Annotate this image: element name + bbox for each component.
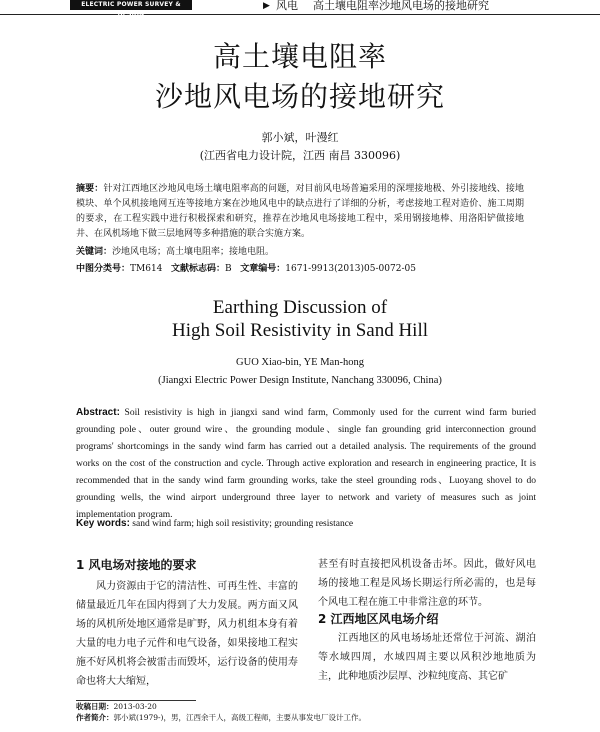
- author-bio-label: 作者简介：: [76, 713, 114, 722]
- abstract-cn: [76, 182, 524, 242]
- triangle-marker-icon: ▶: [263, 1, 270, 11]
- doc-code-label: 文献标志码：: [171, 264, 226, 274]
- footnote-divider: [76, 700, 196, 701]
- abstract-cn-label: 摘要：: [76, 184, 104, 194]
- article-id-label: 文章编号：: [240, 264, 286, 274]
- title-en-line2: High Soil Resistivity in Sand Hill: [172, 320, 428, 341]
- footnote-author: [76, 713, 536, 723]
- clc-label: 中图分类号：: [76, 264, 131, 274]
- section1-heading: 1 风电场对接地的要求: [76, 558, 197, 572]
- abstract-en-label: Abstract:: [76, 407, 120, 418]
- clc-value: TM614: [130, 264, 163, 274]
- section2-paragraph: 江西地区的风电场场址还常位于河流、湖泊等水域四周，水域四周主要以风积沙地地质为主，此种地质沙层厚、沙粒纯度高、其它矿: [318, 633, 536, 682]
- doc-code-value: B: [225, 264, 232, 274]
- running-article-title: 高土壤电阻率沙地风电场的接地研究: [313, 0, 489, 12]
- received-label: 收稿日期：: [76, 702, 114, 711]
- journal-name: ELECTRIC POWER SURVEY & DESIGN: [70, 0, 192, 10]
- abstract-en: [76, 404, 536, 524]
- section2-heading: 2 江西地区风电场介绍: [318, 612, 439, 626]
- abstract-cn-text: 针对江西地区沙地风电场土壤电阻率高的问题，对目前风电场普遍采用的深埋接地极、外引接地线、接地模块、单个风机接地网互连等接地方案在沙地风电中的缺点进行了详细的分析，考虑接地工程对造价、施工周期的要求，在工程实践中进行积极探索和研究，推荐在沙地风电场接地工程中，采用钢接地棒、用洛阳铲做接地井、在风机场地下做三层地网等多种措施的联合实施方案。: [76, 184, 524, 239]
- keywords-en-label: Key words:: [76, 518, 130, 529]
- keywords-cn-text: 沙地风电场；高土壤电阻率；接地电阻。: [112, 247, 275, 257]
- keywords-en: [76, 517, 536, 531]
- title-cn-line1: 高土壤电阻率: [212, 40, 387, 73]
- affiliation-en: (Jiangxi Electric Power Design Institute, Nanchang 330096, China): [158, 375, 442, 386]
- title-cn-line2: 沙地风电场的接地研究: [154, 80, 445, 113]
- title-en-line1: Earthing Discussion of: [212, 297, 388, 318]
- keywords-en-text: sand wind farm; high soil resistivity; grounding resistance: [129, 519, 354, 529]
- footnote-received: [76, 702, 536, 712]
- affiliation-cn: (江西省电力设计院，江西 南昌 330096): [199, 149, 401, 162]
- keywords-cn: [76, 245, 524, 260]
- section1-continuation: 甚至有时直接把风机设备击坏。因此，做好风电场的接地工程是风场长期运行所必需的，也是每个风电工程在施工中非常注意的环节。: [318, 559, 536, 608]
- section-name: 风电: [276, 0, 298, 12]
- running-header: [0, 0, 600, 18]
- keywords-cn-label: 关键词：: [76, 247, 113, 257]
- classification-line: [76, 262, 524, 277]
- article-id-value: 1671-9913(2013)05-0072-05: [285, 264, 416, 274]
- authors-en: GUO Xiao-bin, YE Man-hong: [236, 357, 364, 368]
- received-value: 2013-03-20: [113, 702, 157, 711]
- section1-paragraph: 风力资源由于它的清洁性、可再生性、丰富的储量最近几年在国内得到了大力发展。两方面又风场的风机所处地区通常是旷野，风力机组本身有着大量的电力电子元件和电气设备，如果接地工程实施不好风机将会被雷击而毁坏，运行设备的使用寿命也将大大缩短，: [76, 581, 298, 687]
- authors-cn: 郭小斌，叶漫红: [261, 131, 339, 144]
- author-bio-value: 郭小斌(1979-)，男，江西余干人，高级工程师，主要从事发电厂设计工作。: [113, 713, 366, 722]
- abstract-en-text: Soil resistivity is high in jiangxi sand wind farm, Commonly used for the current wind farm buried grounding pole、outer ground wire、the grounding module、single fan grounding grid interconnection ground programs' shortcomings in the sandy wind farm has carried out a detailed analysis. The requirements of the ground works on the cost of the construction and cycle. Through active exploration and research in engineering practice, It is recommended that in the sandy wind farm grounding works, take the steel grounding rods、Luoyang shovel to do grounding wells, the wind airport underground three layer to network and variety of measures such as joint implementation program.: [76, 408, 536, 520]
